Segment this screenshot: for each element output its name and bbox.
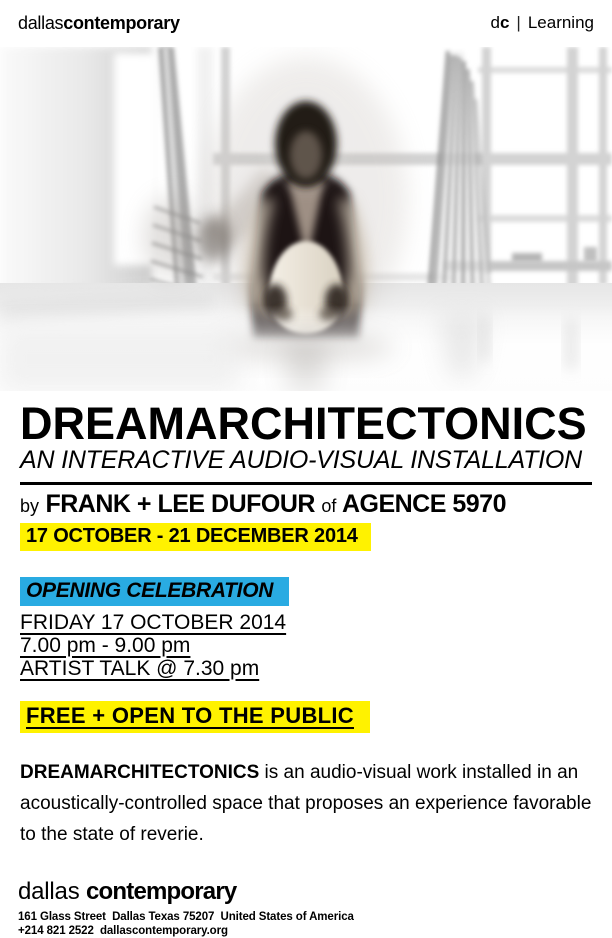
program-label: Learning [527, 13, 594, 32]
opening-section [20, 577, 592, 680]
opening-date-line: FRIDAY 17 OCTOBER 2014 [20, 610, 287, 634]
brand-bold: contemporary [63, 13, 180, 33]
opening-time-line: 7.00 pm - 9.00 pm [20, 633, 191, 657]
program-c: c [499, 13, 510, 32]
description-line2: acoustically-controlled space that proposes an experience favorable [20, 792, 592, 814]
opening-celebration-badge: OPENING CELEBRATION [20, 577, 289, 606]
divider-rule [20, 482, 592, 485]
face [290, 131, 322, 179]
poster-header [0, 0, 612, 47]
description-lead: DREAMARCHITECTONICS [20, 761, 260, 783]
footer-address: 161 Glass Street Dallas Texas 75207 United States of America [18, 910, 354, 923]
program-d: d [490, 13, 500, 32]
footer-contact: +214 821 2522 dallascontemporary.org [18, 924, 228, 937]
hero-photo [0, 47, 612, 391]
byline-of: of [321, 495, 337, 516]
footer-brand-light: dallas [18, 877, 86, 905]
footer-logo [18, 878, 594, 906]
description-line3: to the state of reverie. [20, 823, 204, 845]
brand-regular: dallas [18, 13, 64, 33]
byline-artists: FRANK + LEE DUFOUR [45, 489, 315, 518]
exhibition-dates-badge: 17 OCTOBER - 21 DECEMBER 2014 [20, 523, 371, 551]
poster-footer [18, 878, 594, 938]
byline [20, 490, 592, 519]
footer-brand-bold: contemporary [85, 877, 237, 905]
dc-learning-logo [490, 13, 594, 33]
sill-object [512, 253, 542, 262]
program-divider: | [516, 13, 521, 32]
poster-content [20, 398, 592, 850]
byline-by: by [20, 495, 40, 516]
description-line1: is an audio-visual work installed in an [259, 761, 579, 783]
dallas-contemporary-logo [18, 13, 180, 34]
exhibition-description [20, 757, 592, 850]
artist-talk-line: ARTIST TALK @ 7.30 pm [20, 656, 260, 680]
exhibition-title: DREAMARCHITECTONICS [20, 398, 587, 449]
byline-studio: AGENCE 5970 [341, 489, 506, 518]
sill-object-small [584, 247, 597, 262]
admission-badge: FREE + OPEN TO THE PUBLIC [20, 701, 370, 733]
exhibition-subtitle: AN INTERACTIVE AUDIO-VISUAL INSTALLATION [20, 446, 583, 475]
